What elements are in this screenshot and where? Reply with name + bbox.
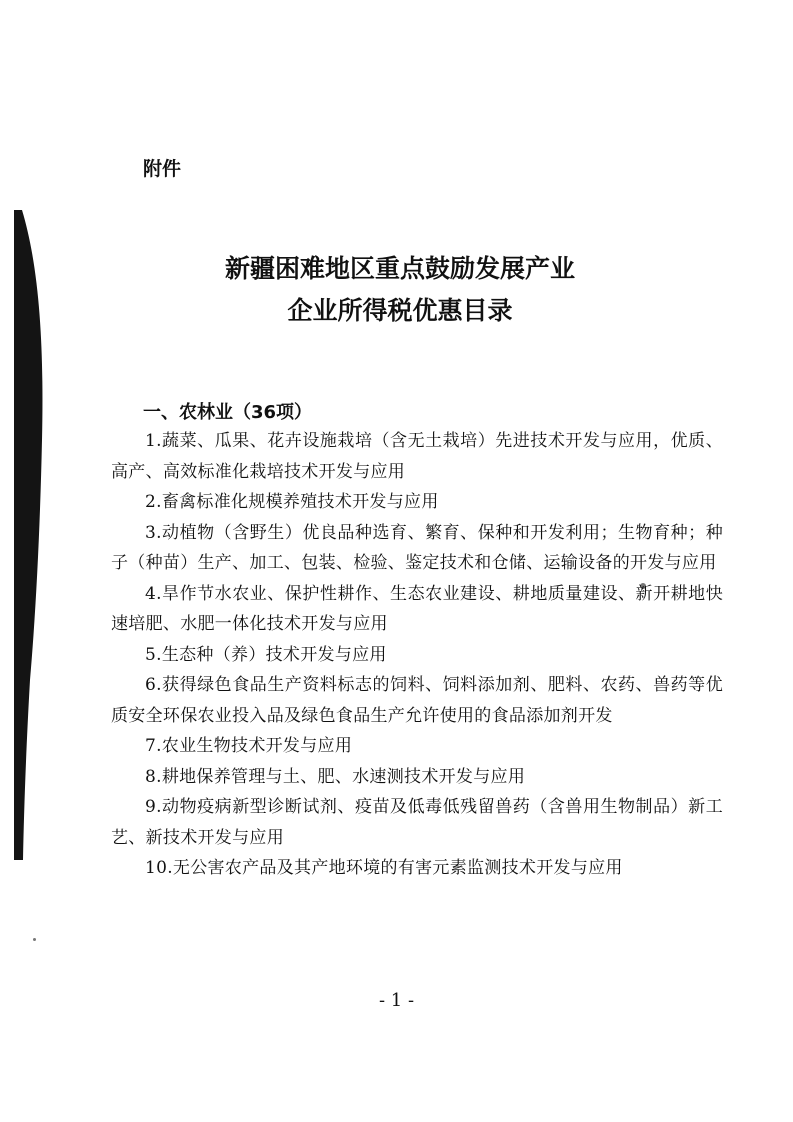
list-item: 9.动物疫病新型诊断试剂、疫苗及低毒低残留兽药（含兽用生物制品）新工艺、新技术开发与应用 — [111, 797, 723, 848]
list-item: 10.无公害农产品及其产地环境的有害元素监测技术开发与应用 — [145, 858, 623, 878]
page-number: - 1 - — [378, 990, 415, 1011]
list-item: 1.蔬菜、瓜果、花卉设施栽培（含无土栽培）先进技术开发与应用，优质、高产、高效标准化栽培技术开发与应用 — [111, 431, 723, 482]
list-item: 3.动植物（含野生）优良品种选育、繁育、保种和开发利用；生物育种；种子（种苗）生产、加工、包装、检验、鉴定技术和仓储、运输设备的开发与应用 — [111, 522, 723, 573]
list-item: 5.生态种（养）技术开发与应用 — [145, 644, 387, 665]
list-item: 7.农业生物技术开发与应用 — [145, 736, 353, 756]
section-heading: 一、农林业（36项） — [143, 402, 313, 423]
document-title — [100, 248, 700, 332]
list-item: 4.旱作节水农业、保护性耕作、生态农业建设、耕地质量建设、新开耕地快速培肥、水肥一体化技术开发与应用 — [111, 583, 723, 634]
title-line-1: 新疆困难地区重点鼓励发展产业 — [224, 254, 575, 283]
list-item: 2.畜禽标准化规模养殖技术开发与应用 — [145, 492, 439, 512]
item-list — [111, 426, 723, 884]
list-item: 8.耕地保养管理与土、肥、水速测技术开发与应用 — [145, 766, 526, 787]
list-item: 6.获得绿色食品生产资料标志的饲料、饲料添加剂、肥料、农药、兽药等优质安全环保农业投入品及绿色食品生产允许使用的食品添加剂开发 — [111, 675, 723, 726]
scan-speck — [33, 938, 36, 941]
title-line-2: 企业所得税优惠目录 — [287, 296, 513, 325]
annex-label: 附件 — [143, 158, 182, 180]
